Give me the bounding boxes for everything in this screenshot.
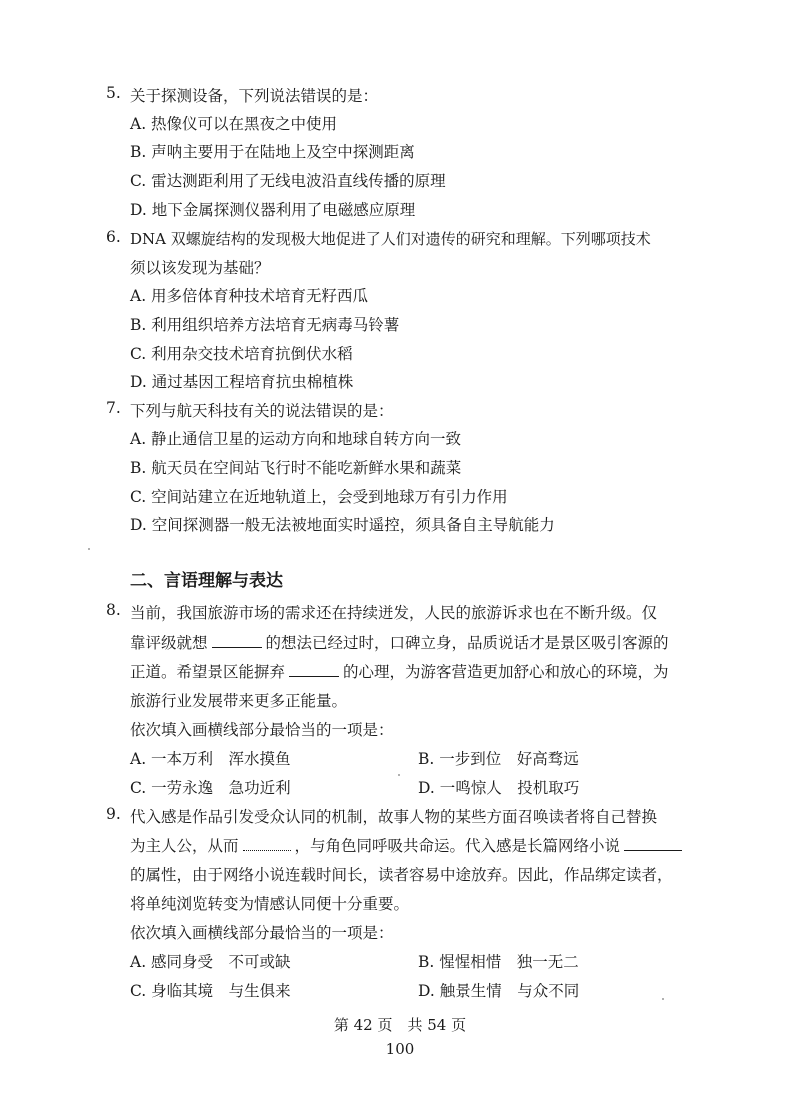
section-title: 二、言语理解与表达	[130, 571, 283, 591]
options-row-2	[130, 776, 730, 798]
question-prompt: 依次填入画横线部分最恰当的一项是：	[130, 924, 394, 942]
option-b: B. 一步到位 好高骛远	[418, 750, 579, 768]
option-b: B. 航天员在空间站飞行时不能吃新鲜水果和蔬菜	[130, 459, 462, 477]
fill-blank-2	[289, 662, 339, 677]
option-d: D. 触景生情 与众不同	[418, 982, 580, 1000]
option-a: A. 感同身受 不可或缺	[130, 953, 291, 971]
option-c: C. 雷达测距利用了无线电波沿直线传播的原理	[130, 172, 446, 190]
question-number: 7.	[106, 399, 121, 417]
passage-line-4: 旅游行业发展带来更多正能量。	[130, 692, 348, 710]
passage-line-4: 将单纯浏览转变为情感认同便十分重要。	[130, 895, 410, 913]
question-stem: 关于探测设备，下列说法错误的是：	[130, 87, 379, 105]
option-c: C. 一劳永逸 急功近利	[130, 779, 291, 797]
question-number: 9.	[106, 805, 121, 823]
passage-line-2: 为主人公，从而 ，与角色同呼吸共命运。代入感是长篇网络小说	[130, 834, 686, 856]
question-number: 8.	[106, 601, 121, 619]
question-number: 5.	[106, 84, 121, 102]
option-d: D. 一鸣惊人 投机取巧	[418, 779, 580, 797]
option-b: B. 利用组织培养方法培育无病毒马铃薯	[130, 316, 400, 334]
option-b: B. 声呐主要用于在陆地上及空中探测距离	[130, 143, 415, 161]
question-prompt: 依次填入画横线部分最恰当的一项是：	[130, 721, 394, 739]
options-row-1	[130, 950, 730, 972]
option-c: C. 空间站建立在近地轨道上，会受到地球万有引力作用	[130, 488, 508, 506]
option-a: A. 热像仪可以在黑夜之中使用	[130, 115, 338, 133]
scan-speck	[662, 998, 664, 1000]
option-d: D. 地下金属探测仪器利用了电磁感应原理	[130, 201, 416, 219]
scan-speck	[88, 548, 90, 550]
passage-line-3: 的属性，由于网络小说连载时间长，读者容易中途放弃。因此，作品绑定读者，	[130, 866, 673, 884]
passage-line-3: 正道。希望景区能摒弃 的心理，为游客营造更加舒心和放心的环境，为	[130, 663, 669, 681]
passage-line-1: 代入感是作品引发受众认同的机制，故事人物的某些方面召唤读者将自己替换	[130, 808, 658, 826]
option-c: C. 利用杂交技术培育抗倒伏水稻	[130, 345, 353, 363]
question-stem-line-2: 须以该发现为基础？	[130, 259, 270, 277]
page-number: 100	[385, 1040, 415, 1058]
option-a: A. 静止通信卫星的运动方向和地球自转方向一致	[130, 430, 462, 448]
option-a: A. 一本万利 浑水摸鱼	[130, 750, 291, 768]
fill-blank-1	[212, 633, 262, 648]
passage-line-2: 靠评级就想 的想法已经过时，口碑立身，品质说话才是景区吸引客源的	[130, 634, 669, 652]
fill-blank-2	[624, 836, 682, 851]
options-row-2	[130, 979, 730, 1001]
question-number: 6.	[106, 228, 121, 246]
question-stem: 下列与航天科技有关的说法错误的是：	[130, 402, 394, 420]
passage-line-1: 当前，我国旅游市场的需求还在持续迸发，人民的旅游诉求也在不断升级。仅	[130, 604, 658, 622]
option-a: A. 用多倍体育种技术培育无籽西瓜	[130, 287, 369, 305]
option-d: D. 通过基因工程培育抗虫棉植株	[130, 373, 354, 391]
page-info: 第 42 页 共 54 页	[333, 1016, 467, 1034]
scan-speck	[398, 774, 400, 776]
fill-blank-1	[243, 836, 291, 851]
option-c: C. 身临其境 与生俱来	[130, 982, 291, 1000]
option-d: D. 空间探测器一般无法被地面实时遥控，须具备自主导航能力	[130, 516, 555, 534]
options-row-1	[130, 747, 730, 769]
question-stem-line-1: DNA 双螺旋结构的发现极大地促进了人们对遗传的研究和理解。下列哪项技术	[130, 230, 651, 248]
option-b: B. 惺惺相惜 独一无二	[418, 953, 579, 971]
